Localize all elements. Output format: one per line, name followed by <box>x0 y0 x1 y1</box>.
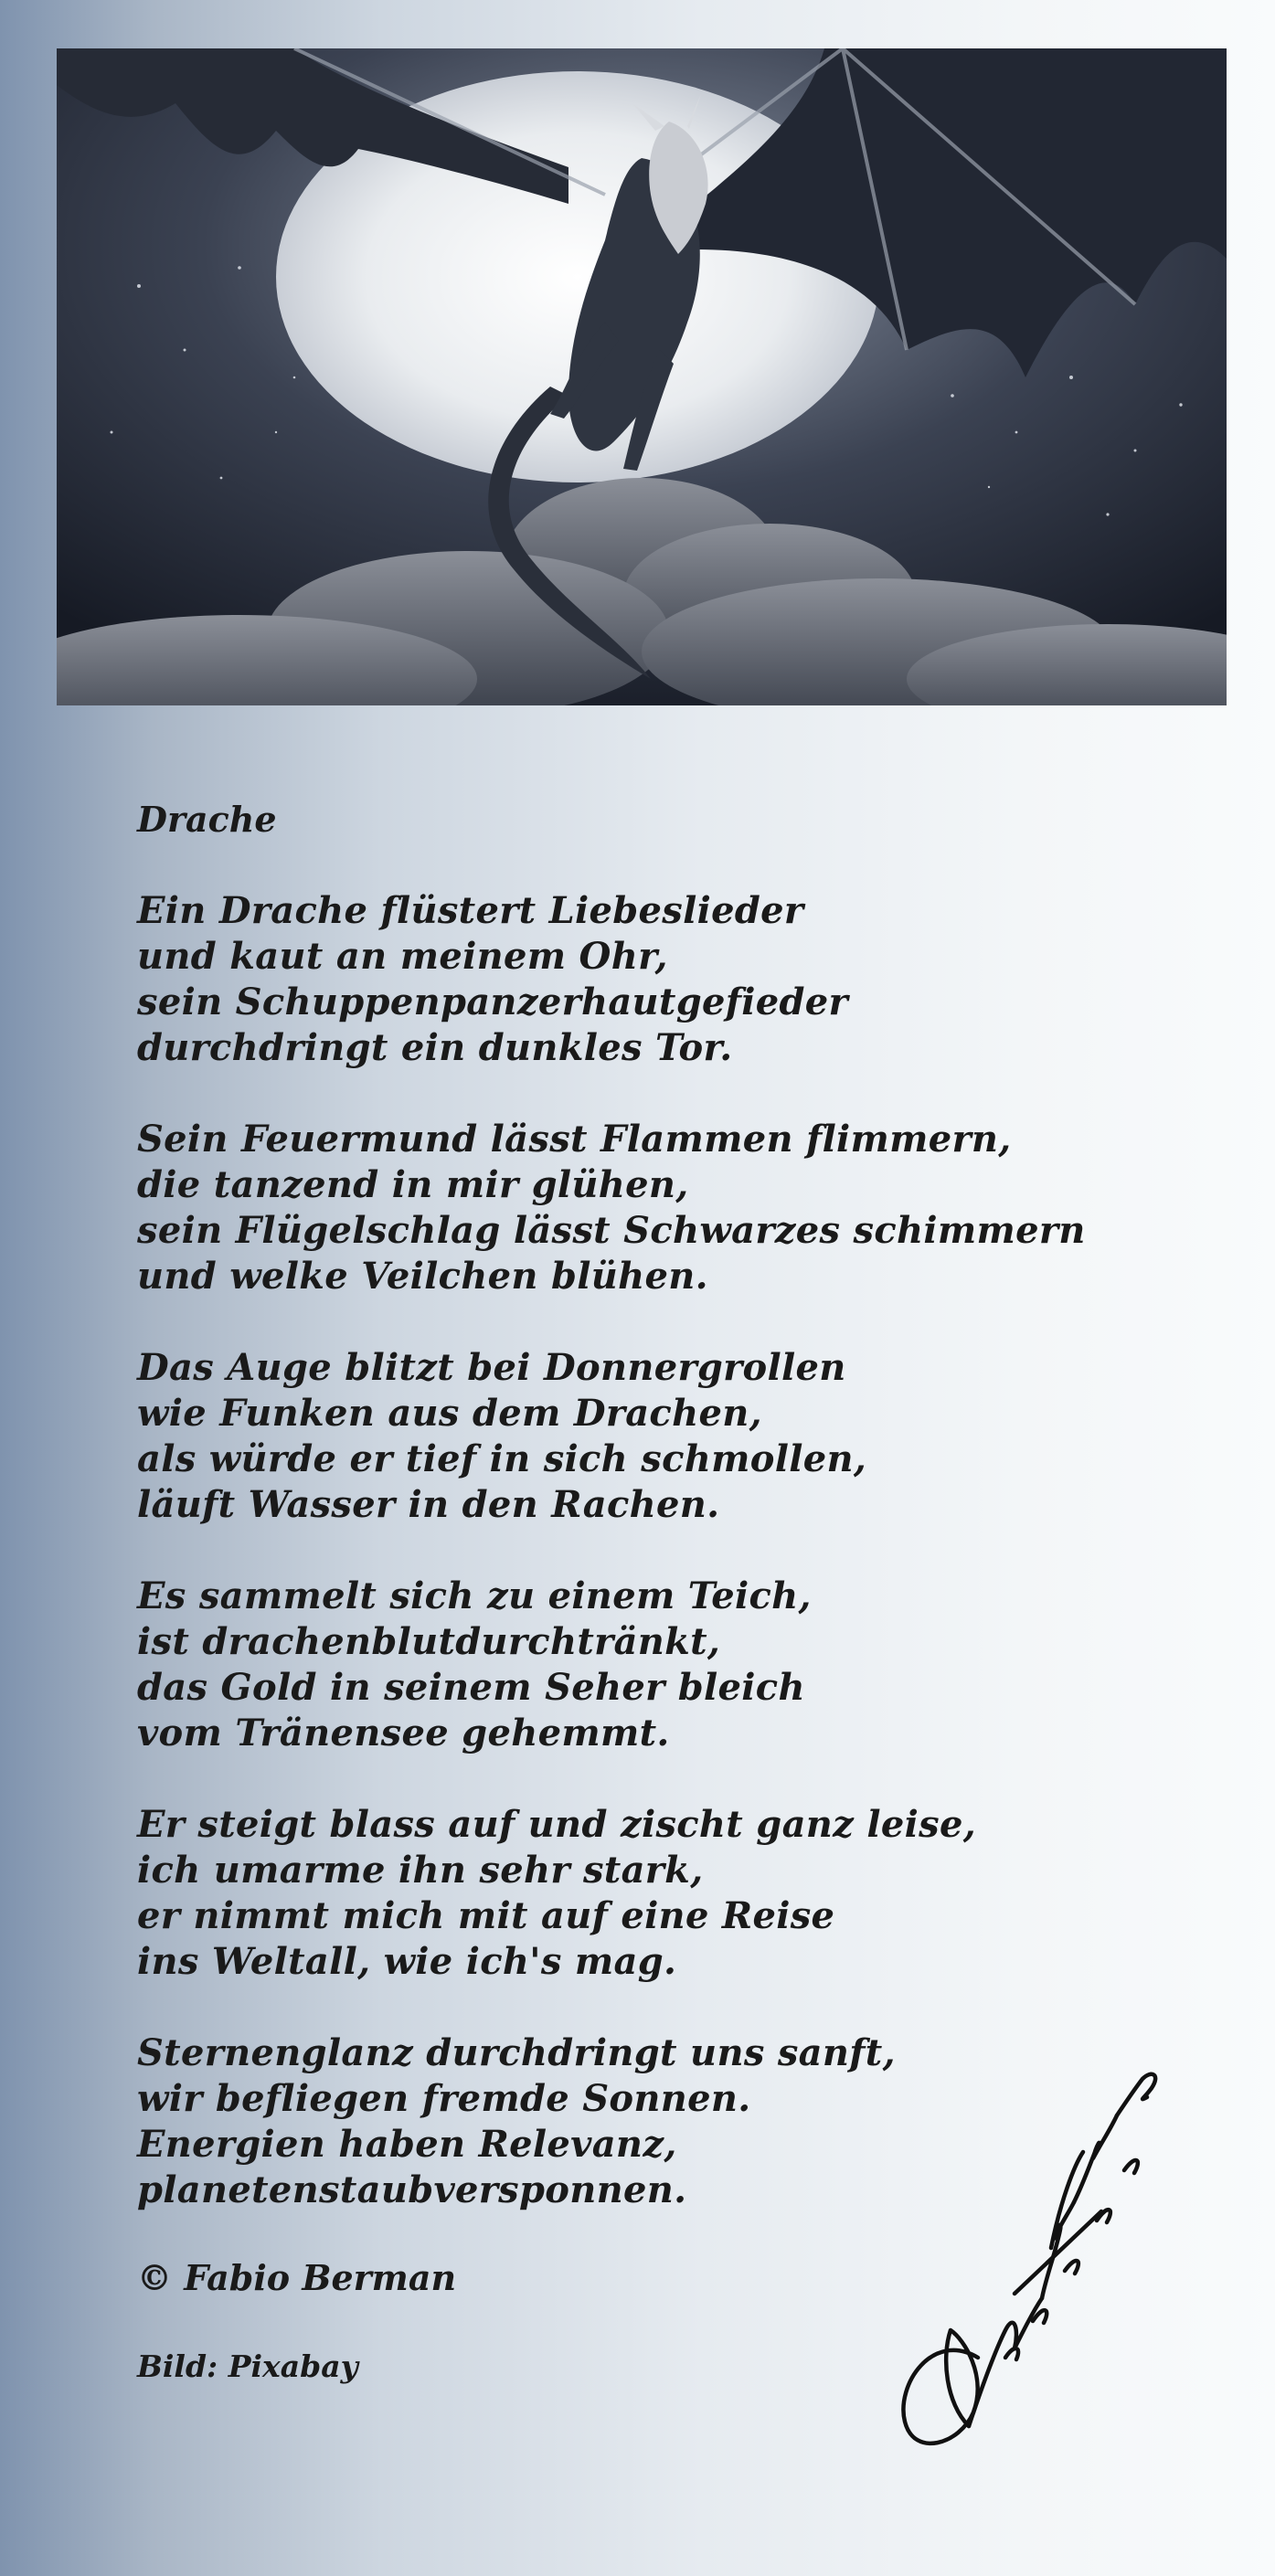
poem-line: ist drachenblutdurchtränkt, <box>137 1620 721 1663</box>
dragon-moon-illustration <box>57 48 1227 705</box>
poem-line: Das Auge blitzt bei Donnergrollen <box>137 1346 846 1389</box>
poem-title: Drache <box>137 799 277 840</box>
poem-line: und kaut an meinem Ohr, <box>137 935 668 978</box>
poem-line: wir befliegen fremde Sonnen. <box>137 2077 751 2120</box>
stanza-3 <box>137 1345 1142 1528</box>
poem-line: Sein Feuermund lässt Flammen flimmern, <box>137 1118 1012 1161</box>
stanza-1 <box>137 888 1142 1071</box>
copyright-notice: © Fabio Berman <box>137 2257 457 2298</box>
dragon-image <box>57 48 1227 705</box>
poem-line: sein Schuppenpanzerhautgefieder <box>137 981 848 1023</box>
poem-line: als würde er tief in sich schmollen, <box>137 1437 867 1480</box>
poem-line: und welke Veilchen blühen. <box>137 1255 708 1298</box>
poem-line: er nimmt mich mit auf eine Reise <box>137 1894 835 1937</box>
poem-line: die tanzend in mir glühen, <box>137 1163 689 1206</box>
signature-handwriting <box>877 2056 1188 2458</box>
stanza-4 <box>137 1574 1142 1756</box>
poem-line: Energien haben Relevanz, <box>137 2123 677 2166</box>
poem-line: planetenstaubversponnen. <box>137 2168 687 2211</box>
signature-logo <box>877 2056 1188 2458</box>
poem-line: ich umarme ihn sehr stark, <box>137 1849 704 1892</box>
poem-line: Es sammelt sich zu einem Teich, <box>137 1574 812 1617</box>
poem-line: durchdringt ein dunkles Tor. <box>137 1026 733 1069</box>
poem-line: das Gold in seinem Seher bleich <box>137 1666 805 1709</box>
poem-line: sein Flügelschlag lässt Schwarzes schimmern <box>137 1209 1086 1252</box>
poem-line: vom Tränensee gehemmt. <box>137 1712 670 1754</box>
poem-line: läuft Wasser in den Rachen. <box>137 1483 720 1526</box>
poem-line: Er steigt blass auf und zischt ganz leise, <box>137 1803 976 1846</box>
stanza-2 <box>137 1117 1142 1299</box>
poem-line: wie Funken aus dem Drachen, <box>137 1392 762 1435</box>
stanza-5 <box>137 1802 1142 1985</box>
poem-line: ins Weltall, wie ich's mag. <box>137 1940 677 1983</box>
poem-line: Sternenglanz durchdringt uns sanft, <box>137 2031 896 2074</box>
poem-line: Ein Drache flüstert Liebeslieder <box>137 889 804 932</box>
image-credit: Bild: Pixabay <box>137 2348 358 2384</box>
